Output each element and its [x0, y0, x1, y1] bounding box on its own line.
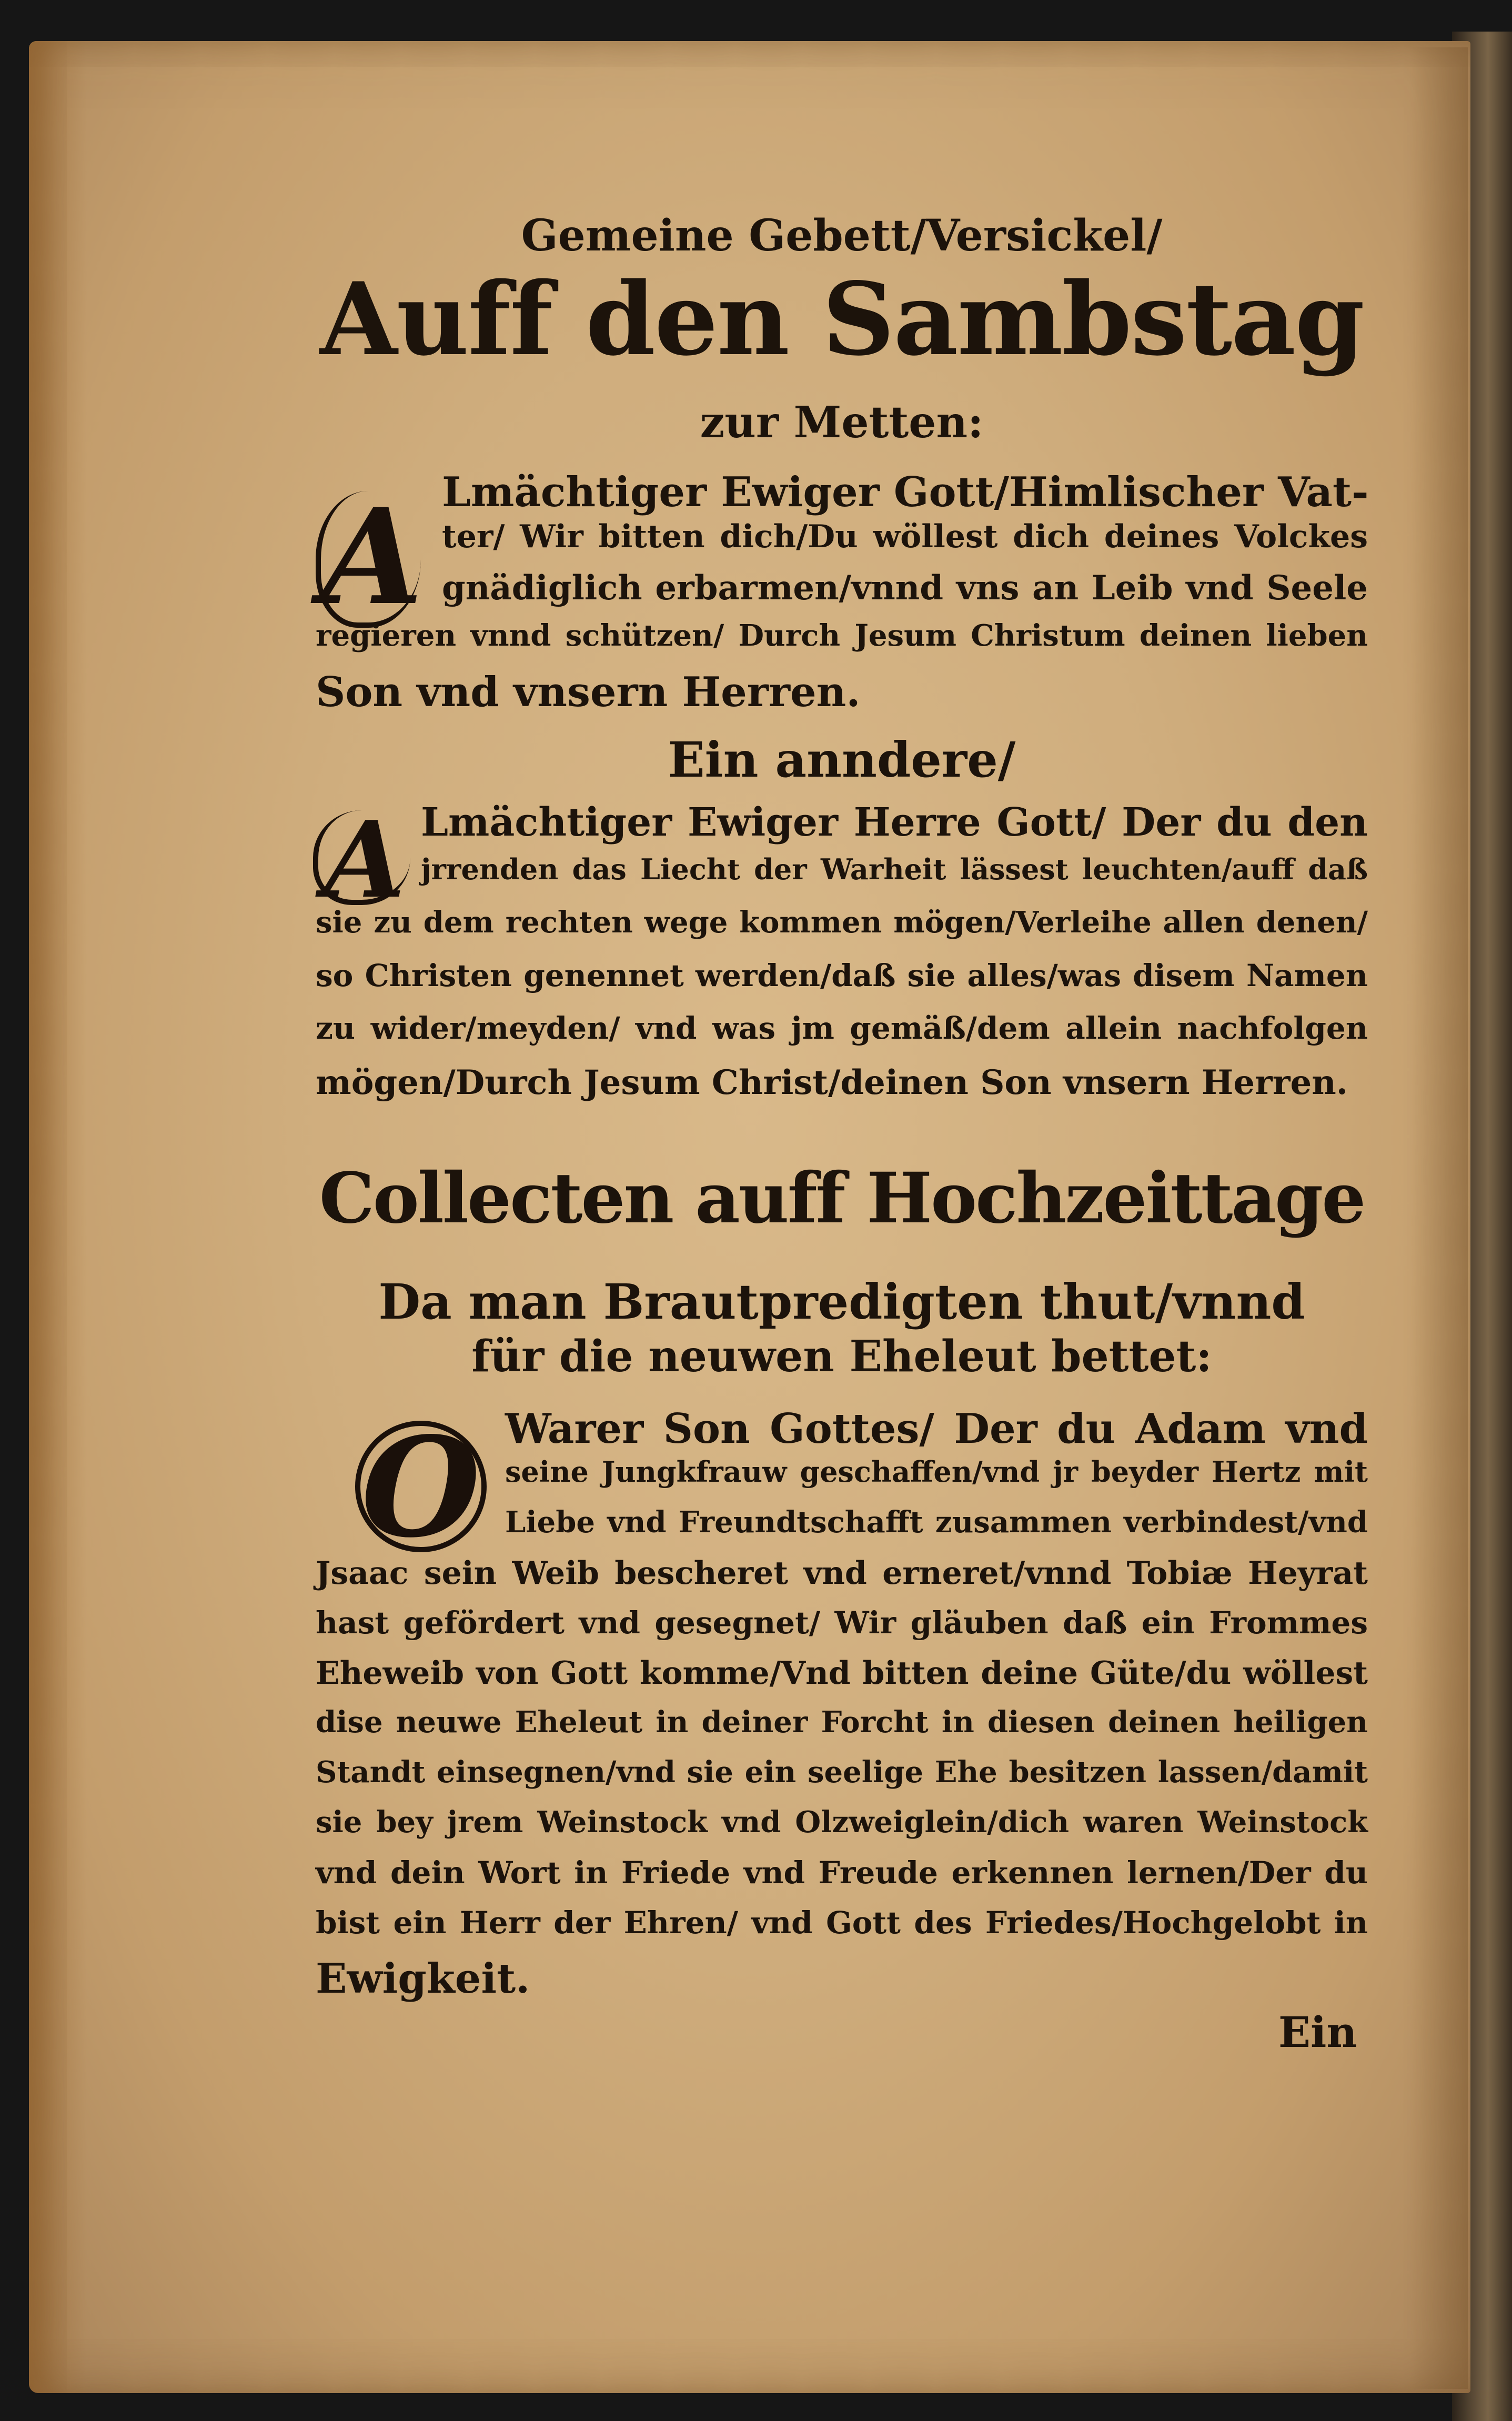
prayer3-line-6: Eheweib von Gott komme/Vnd bitten deine Güte/du wöllest: [316, 1655, 1368, 1692]
prayer2-line-2: jrrenden das Liecht der Warheit lässest leuchten/auff daß: [421, 852, 1368, 886]
collecten-subtitle-2: für die neuwen Eheleut bettet:: [471, 1331, 1212, 1382]
prayer3-line-4: Jsaac sein Weib bescheret vnd erneret/vnnd Tobiæ Heyrat: [316, 1555, 1368, 1592]
prayer3-line-5: hast gefördert vnd gesegnet/ Wir gläuben daß ein Frommes: [316, 1605, 1368, 1641]
prayer2-line-5: zu wider/meyden/ vnd was jm gemäß/dem allein nachfolgen: [316, 1010, 1368, 1046]
prayer3-line-1: Warer Son Gottes/ Der du Adam vnd: [505, 1405, 1368, 1453]
prayer1-line-3: gnädiglich erbarmen/vnnd vns an Leib vnd Seele: [442, 568, 1368, 608]
heading-title: Auff den Sambstag: [319, 260, 1364, 378]
prayer2-heading: Ein anndere/: [668, 731, 1016, 788]
page-gutter-shadow: [29, 41, 87, 2393]
prayer2-line-4: so Christen genennet werden/daß sie alles/was disem Namen: [316, 958, 1368, 993]
page-edge-shadow: [1410, 47, 1468, 2389]
collecten-subtitle-1: Da man Brautpredigten thut/vnnd: [378, 1273, 1305, 1330]
collecten-title: Collecten auff Hochzeittage: [319, 1158, 1365, 1239]
heading-line-1: Gemeine Gebett/Versickel/: [521, 210, 1163, 261]
prayer3-line-10: vnd dein Wort in Friede vnd Freude erkennen lernen/Der du: [316, 1855, 1368, 1891]
prayer2-line-3: sie zu dem rechten wege kommen mögen/Verleihe allen denen/: [316, 905, 1368, 940]
prayer3-line-7: dise neuwe Eheleut in deiner Forcht in diesen deinen heiligen: [316, 1705, 1368, 1740]
prayer1-line-5: Son vnd vnsern Herren.: [316, 668, 861, 716]
drop-cap-a-2: A: [313, 810, 410, 905]
prayer3-line-11: bist ein Herr der Ehren/ vnd Gott des Friedes/Hochgelobt in: [316, 1905, 1368, 1941]
catchword: Ein: [1278, 2007, 1357, 2057]
page-text: [316, 200, 1369, 2057]
prayer3-line-8: Standt einsegnen/vnd sie ein seelige Ehe besitzen lassen/damit: [316, 1755, 1368, 1790]
prayer1-line-2: ter/ Wir bitten dich/Du wöllest dich deines Volckes: [442, 518, 1368, 555]
drop-cap-o: O: [355, 1421, 487, 1552]
drop-cap-a-1: A: [316, 491, 421, 628]
prayer3-line-3: Liebe vnd Freundtschafft zusammen verbindest/vnd: [505, 1505, 1368, 1540]
prayer2-line-1: Lmächtiger Ewiger Herre Gott/ Der du den: [421, 800, 1368, 845]
prayer1-line-4: regieren vnnd schützen/ Durch Jesum Christum deinen lieben: [316, 618, 1368, 653]
prayer3-line-12: Ewigkeit.: [316, 1955, 530, 2003]
prayer3-line-2: seine Jungkfrauw geschaffen/vnd jr beyder Hertz mit: [505, 1455, 1368, 1489]
prayer3-line-9: sie bey jrem Weinstock vnd Olzweiglein/dich waren Weinstock: [316, 1805, 1368, 1840]
heading-line-3: zur Metten:: [700, 397, 984, 448]
prayer2-line-6: mögen/Durch Jesum Christ/deinen Son vnsern Herren.: [316, 1063, 1348, 1102]
prayer1-line-1: Lmächtiger Ewiger Gott/Himlischer Vat-: [442, 468, 1369, 516]
